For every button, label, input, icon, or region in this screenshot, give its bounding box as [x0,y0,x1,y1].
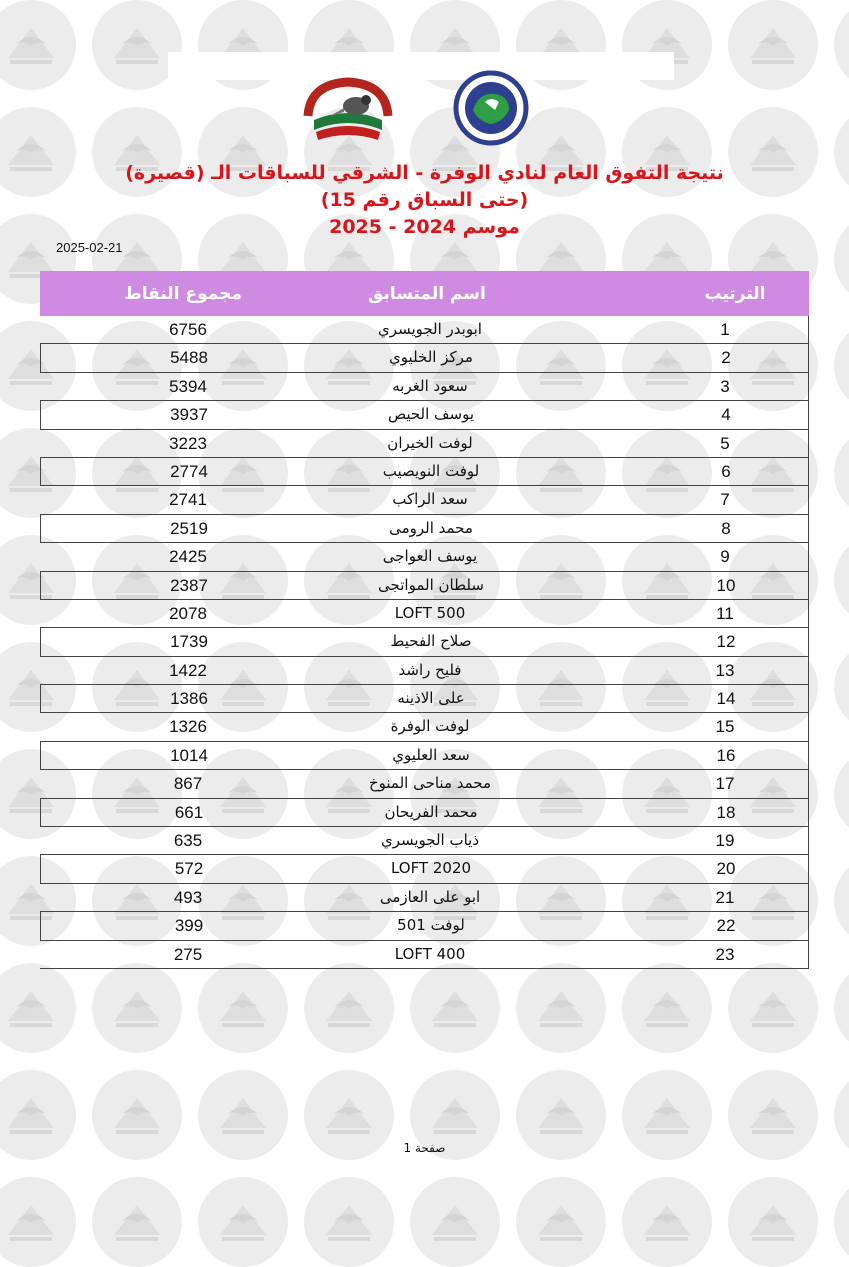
cell-rank: 14 [716,689,736,709]
cell-points: 3937 [170,405,208,425]
cell-name: لوفت الوفرة [390,717,470,736]
cell-rank: 1 [720,320,730,339]
cell-name: LOFT 400 [394,944,466,963]
season-label: موسم 2024 - 2025 [329,216,520,238]
cell-name: لوفت 501 [397,916,465,935]
cell-name: سعد العليوي [392,745,470,764]
cell-points: 1422 [169,660,207,680]
cell-rank: 8 [721,518,731,538]
table-row [40,685,809,713]
column-header-rank: الترتيب [704,283,766,304]
cell-rank: 7 [720,490,730,510]
cell-name: محمد الفريحان [384,802,478,821]
table-row [40,657,809,685]
table-row [40,515,809,543]
table-row [40,600,809,628]
table-row [40,941,809,969]
report-subtitle: (حتى السباق رقم 15) [320,189,529,211]
cell-name: فليح راشد [398,660,462,679]
cell-rank: 3 [720,376,730,396]
table-header [40,271,809,316]
cell-points: 1014 [170,745,208,765]
club-logo [300,76,396,146]
cell-rank: 4 [721,405,731,425]
table-row [40,827,809,855]
federation-logo [443,70,539,146]
cell-name: LOFT 500 [394,603,466,622]
table-row [40,912,809,940]
cell-name: صلاح الفحيط [390,632,472,651]
cell-rank: 20 [716,859,736,879]
table-row [40,799,809,827]
cell-points: 867 [173,774,203,794]
cell-name: لوفت النويصيب [382,461,480,480]
cell-rank: 12 [716,632,736,652]
cell-rank: 2 [721,348,731,368]
cell-points: 1739 [170,632,208,652]
table-row [40,373,809,401]
redacted-bar [168,52,674,80]
table-row [40,713,809,741]
cell-rank: 23 [715,944,735,964]
cell-rank: 13 [715,660,735,680]
cell-name: محمد مناحى المنوخ [368,774,492,793]
cell-rank: 6 [721,461,731,481]
cell-name: يوسف العواجى [382,547,478,566]
cell-name: سلطان المواتجى [378,575,484,594]
table-row [40,742,809,770]
table-body [40,316,809,969]
cell-name: LOFT 2020 [390,859,472,878]
table-row [40,458,809,486]
table-row [40,855,809,883]
cell-points: 6756 [169,320,207,339]
table-row [40,543,809,571]
cell-rank: 10 [716,575,736,595]
cell-rank: 22 [716,916,736,936]
cell-name: سعود الغربه [392,376,468,395]
table-row [40,572,809,600]
cell-points: 2425 [169,547,207,567]
table-row [40,344,809,372]
table-row [40,316,809,344]
cell-rank: 21 [715,887,735,907]
cell-rank: 17 [715,774,735,794]
cell-points: 2078 [169,603,207,623]
cell-name: مركز الخليوي [389,348,473,367]
page-number: صفحة 1 [403,1141,446,1155]
cell-rank: 15 [715,717,735,737]
cell-points: 493 [173,887,203,907]
table-row [40,430,809,458]
table-row [40,486,809,514]
cell-points: 3223 [169,433,207,453]
cell-name: محمد الرومى [389,518,473,537]
cell-points: 5488 [170,348,208,368]
cell-points: 635 [173,831,203,851]
table-row [40,628,809,656]
cell-rank: 9 [720,547,730,567]
cell-rank: 5 [720,433,730,453]
cell-points: 661 [174,802,204,822]
cell-name: على الاذينه [397,689,465,708]
cell-rank: 11 [716,603,734,623]
cell-rank: 19 [715,831,735,851]
column-header-name: اسم المتسابق [368,283,486,304]
cell-name: ابوبدر الجويسري [378,320,482,338]
report-date: 2025-02-21 [56,240,123,255]
cell-points: 275 [173,944,203,964]
cell-points: 2741 [169,490,207,510]
cell-points: 1326 [169,717,207,737]
results-table [40,271,809,969]
table-row [40,770,809,798]
cell-name: لوفت الخيران [387,433,473,452]
table-row [40,884,809,912]
cell-points: 5394 [169,376,207,396]
column-header-points: مجموع النقاط [124,283,242,304]
cell-points: 2519 [170,518,208,538]
cell-name: ابو على العازمى [379,887,481,906]
cell-name: يوسف الحيص [387,405,475,424]
report-title: نتيجة التفوق العام لنادي الوفرة - الشرقي للسباقات الـ (قصيرة) [125,162,724,184]
cell-points: 2774 [170,461,208,481]
cell-points: 399 [174,916,204,936]
cell-name: سعد الراكب [392,490,468,509]
cell-points: 2387 [170,575,208,595]
cell-points: 572 [174,859,204,879]
cell-rank: 16 [716,745,736,765]
cell-rank: 18 [716,802,736,822]
cell-name: ذياب الجويسري [380,831,480,850]
table-row [40,401,809,429]
cell-points: 1386 [170,689,208,709]
